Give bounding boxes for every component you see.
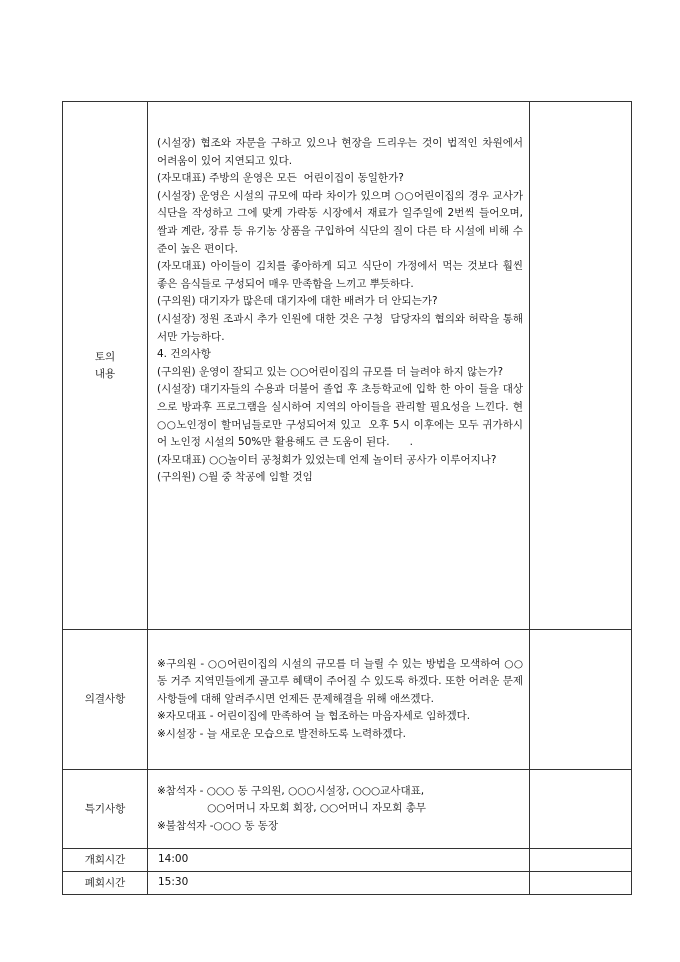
attendees-line: ○○어머니 자모회 회장, ○○어머니 자모회 총무 [157, 802, 427, 815]
decision-extra-cell [530, 630, 632, 770]
discussion-body [148, 102, 530, 630]
decision-body [148, 630, 530, 770]
discussion-extra-cell [530, 102, 632, 630]
special-notes-body [148, 770, 530, 849]
discussion-paragraph: (시설장) 대기자들의 수용과 더불어 졸업 후 초등학교에 입학 한 아이 들을 대상으로 방과후 프로그램을 실시하여 지역의 아이들을 관리할 필요성을 느낀다. 현 ○○노인정이 할머님들로만 구성되어져 있고 오후 5시 이후에는 모두 귀가하시어 노인정 시설의 50%만 활용해도 큰 도움이 된다. . [157, 383, 527, 449]
minutes-table [62, 101, 632, 895]
discussion-row [63, 102, 632, 630]
decision-label: 의결사항 [63, 630, 148, 770]
special-notes-row [63, 770, 632, 849]
decision-paragraph: ※구의원 - ○○어린이집의 시설의 규모를 더 늘릴 수 있는 방법을 모색하여 ○○동 거주 지역민들에게 골고루 혜택이 주어질 수 있도록 하겠다. 또한 어려운 문제 사항들에 대해 알려주시면 언제든 문제해결을 위해 애쓰겠다. [157, 657, 527, 705]
discussion-paragraph: (자모대표) ○○놀이터 공청회가 있었는데 언제 놀이터 공사가 이루어지나? [157, 453, 497, 466]
special-notes-extra-cell [530, 770, 632, 849]
discussion-heading: 4. 건의사항 [157, 348, 211, 361]
discussion-label: 토의 내용 [63, 102, 148, 630]
discussion-paragraph: (구의원) 대기자가 많은데 대기자에 대한 배려가 더 안되는가? [157, 295, 438, 308]
attendees-line: ※참석자 - ○○○ 동 구의원, ○○○시설장, ○○○교사대표, [157, 784, 425, 797]
discussion-paragraph: (시설장) 협조와 자문을 구하고 있으나 현장을 드리우는 것이 법적인 차원에서 어려움이 있어 지연되고 있다. [157, 137, 527, 167]
decision-paragraph: ※자모대표 - 어린이집에 만족하여 늘 협조하는 마음자세로 임하겠다. [157, 710, 471, 723]
open-time-label: 개회시간 [63, 849, 148, 872]
absentees-line: ※불참석자 -○○○ 동 동장 [157, 819, 279, 832]
close-time-value: 15:30 [148, 872, 530, 895]
discussion-paragraph: (구의원) ○월 중 착공에 임할 것임 [157, 471, 313, 484]
open-time-value: 14:00 [148, 849, 530, 872]
close-time-label: 폐회시간 [63, 872, 148, 895]
open-time-row [63, 849, 632, 872]
discussion-paragraph: (시설장) 운영은 시설의 규모에 따라 차이가 있으며 ○○어린이집의 경우 교사가 식단을 작성하고 그에 맞게 가락동 시장에서 재료가 일주일에 2번씩 들어오며, 쌀과 계란, 장류 등 유기농 상품을 구입하여 식단의 질이 다른 타 시설에 비해 수준이 높은 편이다. [157, 189, 527, 255]
decision-row [63, 630, 632, 770]
close-time-row [63, 872, 632, 895]
open-time-extra-cell [530, 849, 632, 872]
discussion-paragraph: (구의원) 운영이 잘되고 있는 ○○어린이집의 규모를 더 늘려야 하지 않는가? [157, 365, 504, 378]
decision-paragraph: ※시설장 - 늘 새로운 모습으로 발전하도록 노력하겠다. [157, 727, 406, 740]
special-notes-label: 특기사항 [63, 770, 148, 849]
discussion-paragraph: (자모대표) 주방의 운영은 모든 어린이집이 동일한가? [157, 172, 404, 185]
close-time-extra-cell [530, 872, 632, 895]
discussion-paragraph: (시설장) 정원 조과시 추가 인원에 대한 것은 구청 담당자의 협의와 허락을 통해서만 가능하다. [157, 312, 523, 343]
discussion-paragraph: (자모대표) 아이들이 김치를 좋아하게 되고 식단이 가정에서 먹는 것보다 훨씬 좋은 음식들로 구성되어 매우 만족함을 느끼고 뿌듯하다. [157, 260, 527, 290]
